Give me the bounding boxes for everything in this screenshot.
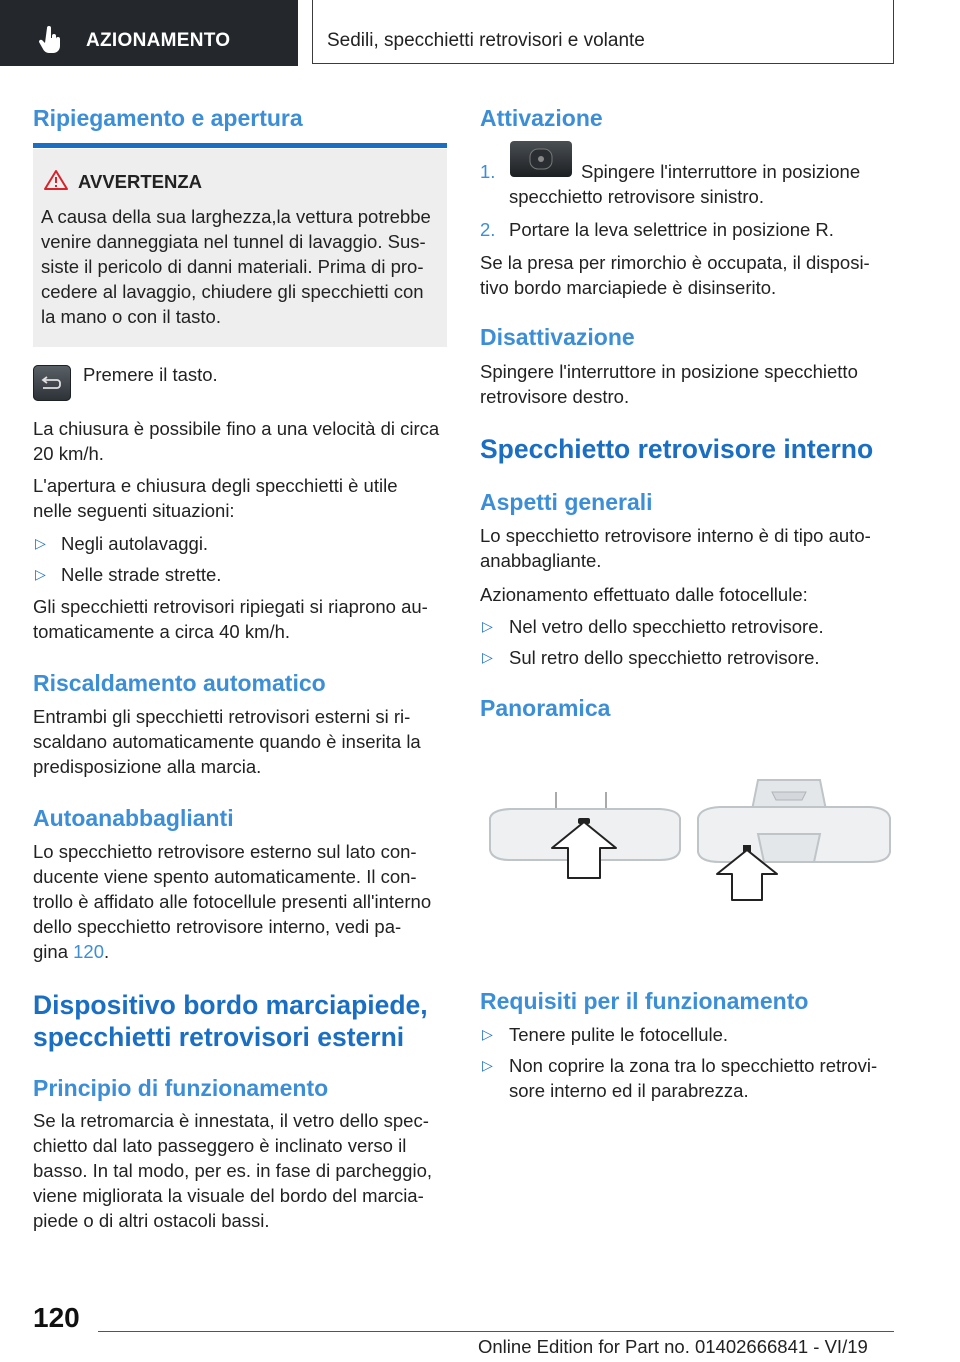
body-line: 20 km/h. <box>33 443 104 464</box>
warning-box <box>33 149 447 347</box>
warning-line: A causa della sua larghezza,la vettura potrebbe <box>41 206 431 227</box>
body-line: retrovisore destro. <box>480 386 630 407</box>
step-text: Spingere l'interruttore in posizione <box>581 161 861 182</box>
body-line: Azionamento effettuato dalle fotocellule: <box>480 584 808 605</box>
warning-line: la mano o con il tasto. <box>41 306 221 327</box>
chapter-title: Sedili, specchietti retrovisori e volante <box>327 30 645 51</box>
body-line: viene migliorata la visuale del bordo del marcia- <box>33 1185 424 1206</box>
heading-dispositivo-2: specchietti retrovisori esterni <box>33 1022 405 1052</box>
heading-aspetti: Aspetti generali <box>480 489 653 515</box>
list-item-continuation: sore interno ed il parabrezza. <box>509 1080 749 1101</box>
warning-triangle-icon <box>43 169 69 191</box>
body-line: dello specchietto retrovisore interno, vedi pa- <box>33 916 402 937</box>
heading-rule <box>33 143 447 148</box>
warning-line: venire danneggiata nel tunnel di lavaggio. Sus- <box>41 231 426 252</box>
body-line: tomaticamente a circa 40 km/h. <box>33 621 291 642</box>
section-title: AZIONAMENTO <box>86 30 231 51</box>
warning-title: AVVERTENZA <box>78 171 203 192</box>
mirror-fold-button-icon <box>33 365 71 401</box>
step-number: 1. <box>480 161 496 182</box>
footer-rule <box>98 1331 894 1332</box>
body-line: Spingere l'interruttore in posizione specchietto <box>480 361 858 382</box>
list-item: Nelle strade strette. <box>61 564 222 585</box>
list-item: Negli autolavaggi. <box>61 533 209 554</box>
bullet-triangle-icon: ▷ <box>482 1026 493 1042</box>
body-line <box>33 939 109 964</box>
warning-line: siste il pericolo di danni materiali. Prima di pro- <box>41 256 424 277</box>
heading-requisiti: Requisiti per il funzionamento <box>480 988 809 1014</box>
list-item: Tenere pulite le fotocellule. <box>509 1024 729 1045</box>
mirror-switch-icon <box>510 141 572 177</box>
body-line: ducente viene spento automaticamente. Il con- <box>33 866 417 887</box>
body-line: Entrambi gli specchietti retrovisori esterni si ri- <box>33 706 411 727</box>
step-text: specchietto retrovisore sinistro. <box>509 186 764 207</box>
bullet-triangle-icon: ▷ <box>482 649 493 665</box>
body-line: Lo specchietto retrovisore interno è di tipo auto- <box>480 525 871 546</box>
page-number: 120 <box>33 1302 80 1333</box>
heading-riscaldamento: Riscaldamento automatico <box>33 670 326 696</box>
body-line: basso. In tal modo, per es. in fase di parcheggio, <box>33 1160 433 1181</box>
heading-attivazione: Attivazione <box>480 105 603 131</box>
heading-disattivazione: Disattivazione <box>480 324 635 350</box>
list-item: Nel vetro dello specchietto retrovisore. <box>509 616 824 637</box>
body-line: Se la retromarcia è innestata, il vetro dello spec- <box>33 1110 429 1131</box>
section-tab <box>0 0 298 66</box>
body-line: tivo bordo marciapiede è disinserito. <box>480 277 777 298</box>
step-text: Portare la leva selettrice in posizione R. <box>509 219 834 240</box>
body-line: Lo specchietto retrovisore esterno sul lato con- <box>33 841 417 862</box>
body-line: L'apertura e chiusura degli specchietti è utile <box>33 475 398 496</box>
body-text: . <box>104 941 110 962</box>
press-button-text: Premere il tasto. <box>83 364 218 385</box>
hand-pointer-icon <box>38 26 62 54</box>
body-line: nelle seguenti situazioni: <box>33 500 235 521</box>
step-number: 2. <box>480 219 496 240</box>
body-line: chietto dal lato passeggero è inclinato verso il <box>33 1135 407 1156</box>
body-line: trollo è affidato alle fotocellule presenti all'interno <box>33 891 432 912</box>
heading-dispositivo: Dispositivo bordo marciapiede, <box>33 990 428 1020</box>
body-line: piede o di altri ostacoli bassi. <box>33 1210 270 1231</box>
chapter-tab <box>312 0 894 64</box>
list-item: Sul retro dello specchietto retrovisore. <box>509 647 820 668</box>
body-line: La chiusura è possibile fino a una velocità di circa <box>33 418 440 439</box>
heading-principio: Principio di funzionamento <box>33 1075 329 1101</box>
body-line: Se la presa per rimorchio è occupata, il disposi- <box>480 252 870 273</box>
list-item: Non coprire la zona tra lo specchietto retrovi- <box>509 1055 878 1076</box>
bullet-triangle-icon: ▷ <box>35 566 46 582</box>
mirror-overview-illustration <box>480 770 892 920</box>
bullet-triangle-icon: ▷ <box>482 618 493 634</box>
footer-edition: Online Edition for Part no. 01402666841 - VI/19 <box>478 1336 868 1357</box>
bullet-triangle-icon: ▷ <box>35 535 46 551</box>
body-line: scaldano automaticamente quando è inserita la <box>33 731 421 752</box>
heading-specchietto-interno: Specchietto retrovisore interno <box>480 434 874 464</box>
heading-panoramica: Panoramica <box>480 695 611 721</box>
body-line: anabbagliante. <box>480 550 602 571</box>
body-line: predisposizione alla marcia. <box>33 756 262 777</box>
heading-ripiegamento: Ripiegamento e apertura <box>33 105 303 131</box>
warning-line: cedere al lavaggio, chiudere gli specchietti con <box>41 281 424 302</box>
body-line: Gli specchietti retrovisori ripiegati si riaprono au- <box>33 596 428 617</box>
page-link[interactable]: 120 <box>73 941 104 962</box>
heading-autoanabbaglianti: Autoanabbaglianti <box>33 805 234 831</box>
body-text: gina <box>33 941 74 962</box>
bullet-triangle-icon: ▷ <box>482 1057 493 1073</box>
